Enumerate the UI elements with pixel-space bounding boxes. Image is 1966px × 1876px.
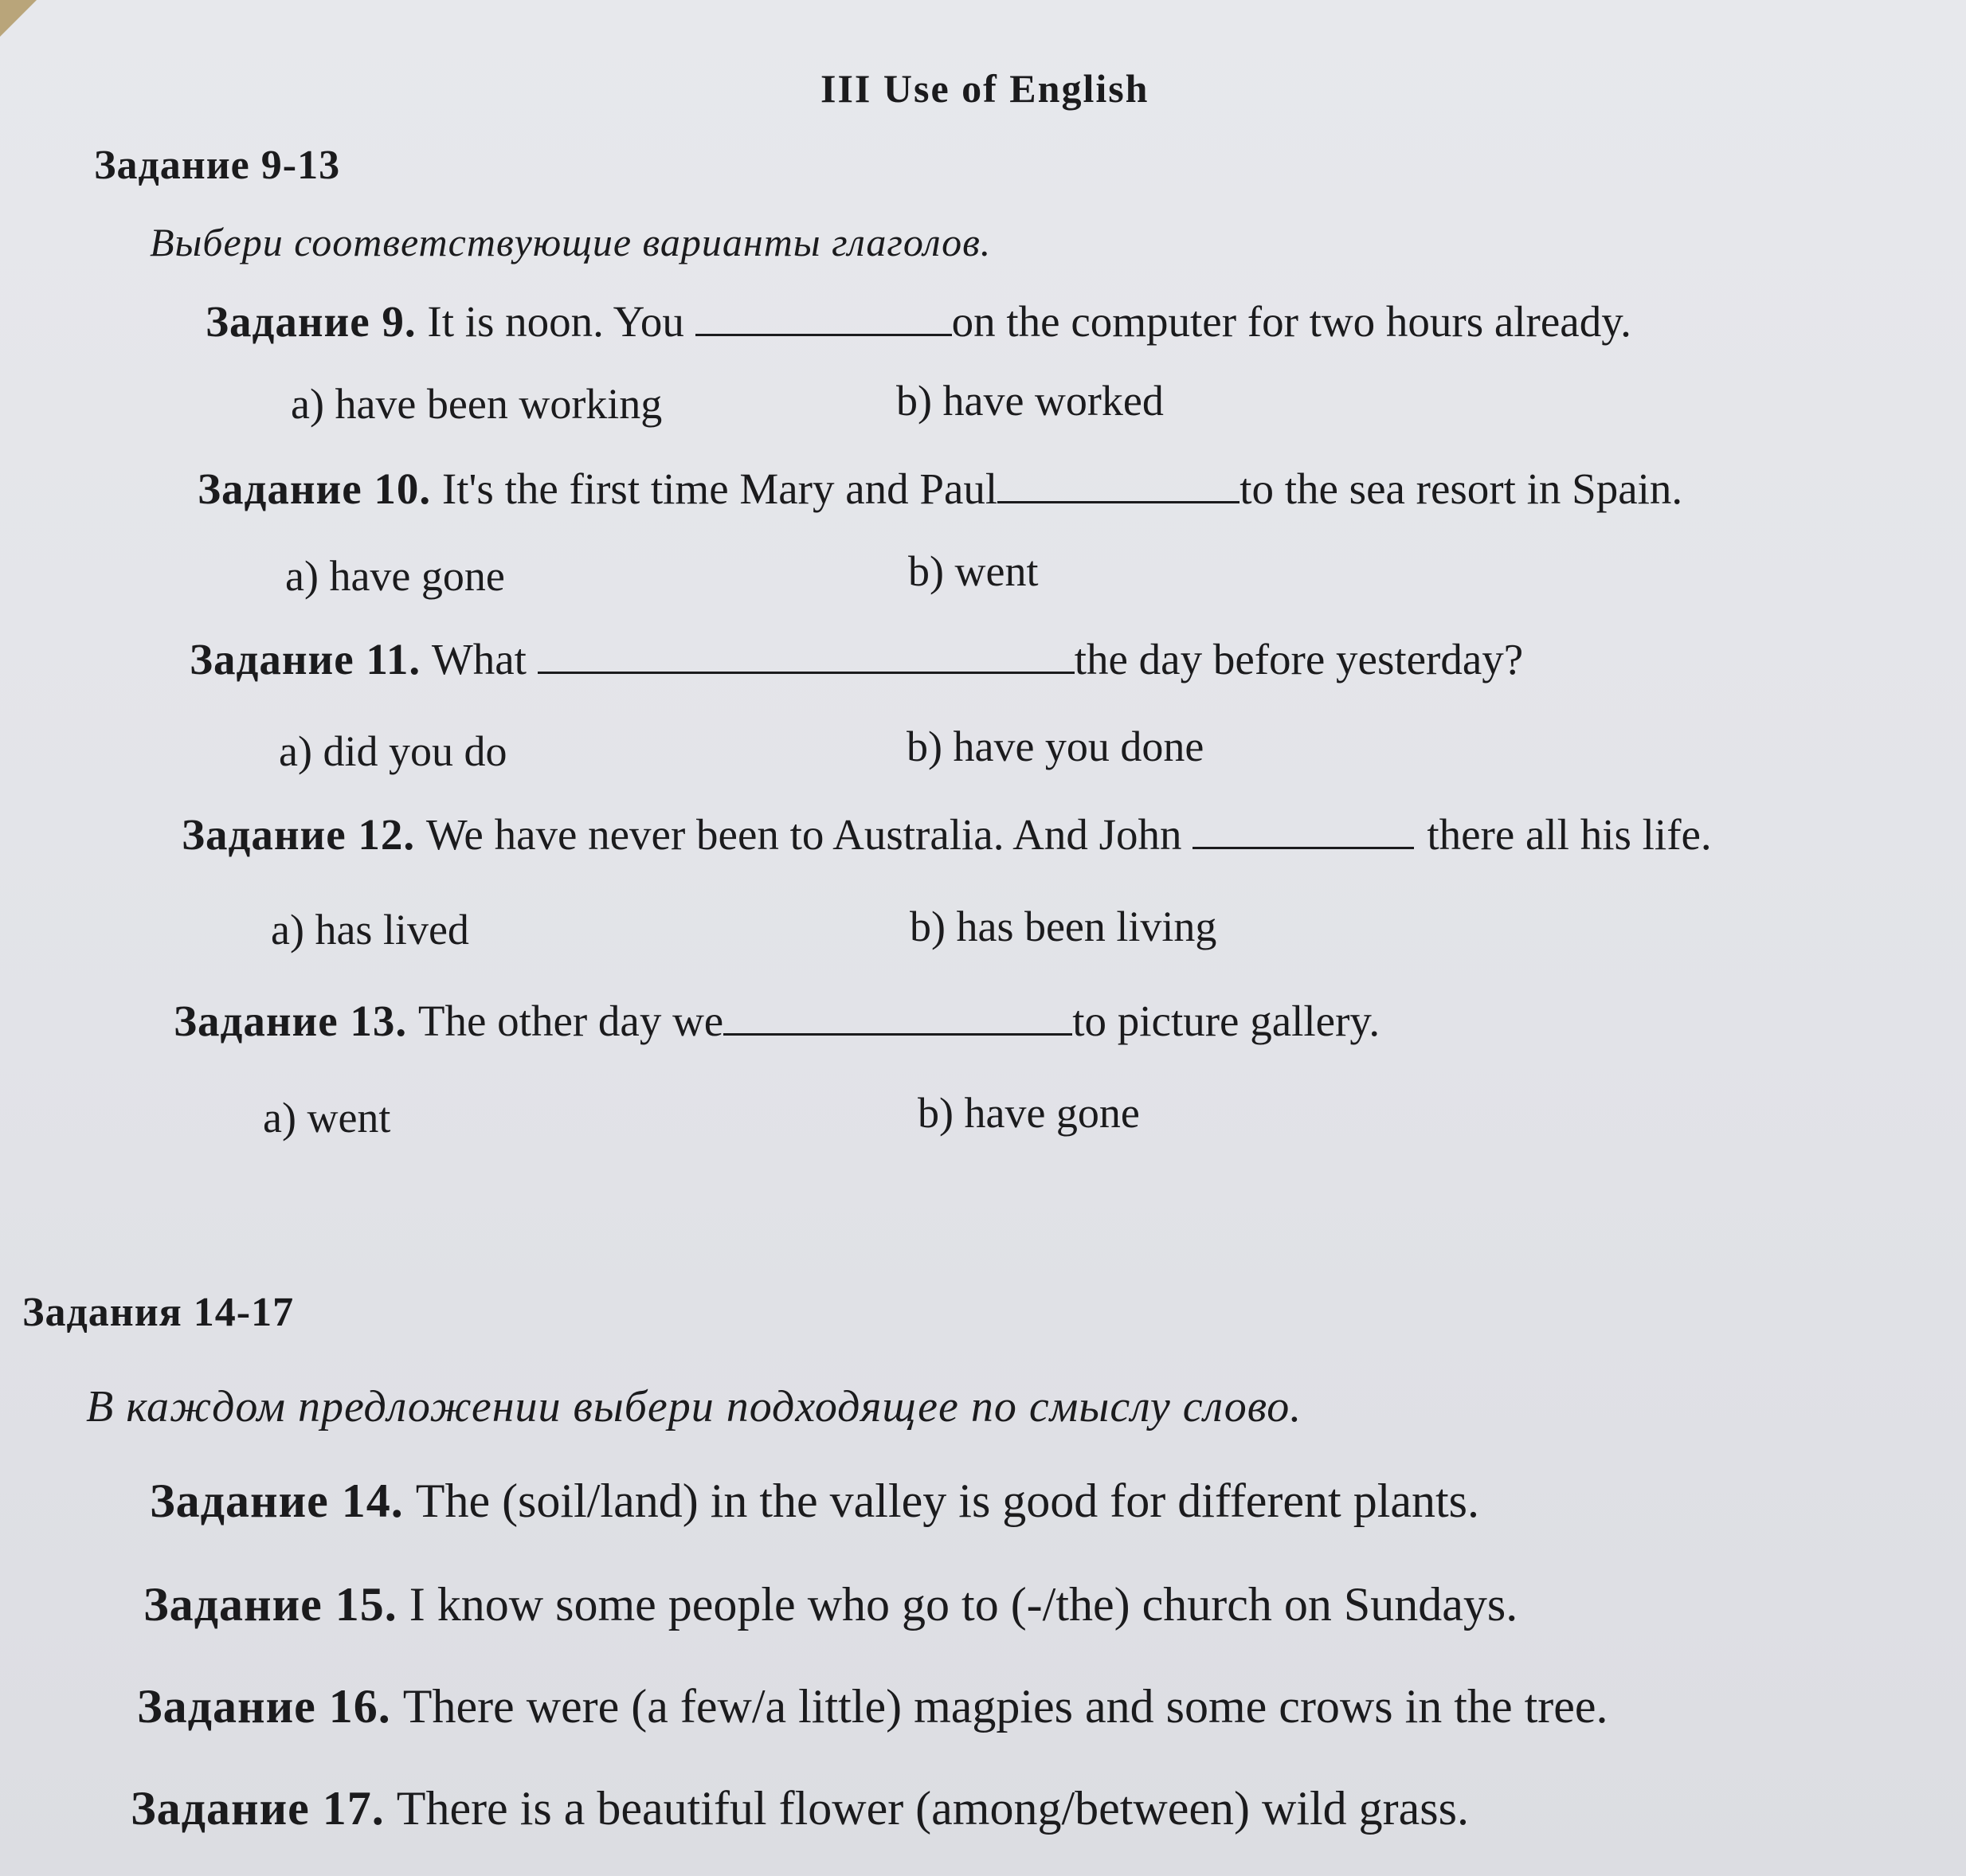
page-title: III Use of English xyxy=(820,66,1149,111)
question-text-after: to the sea resort in Spain. xyxy=(1240,464,1683,513)
question-10 xyxy=(198,464,1682,514)
question-text-after: on the computer for two hours already. xyxy=(951,297,1631,346)
question-text-before: It is noon. You xyxy=(427,297,684,346)
section-heading-14-17: Задания 14-17 xyxy=(22,1290,295,1335)
question-14 xyxy=(150,1474,1479,1529)
answer-blank[interactable] xyxy=(1193,815,1414,849)
answer-blank[interactable] xyxy=(695,302,952,336)
section-instruction-9-13: Выбери соответствующие варианты глаголов. xyxy=(150,220,992,264)
answer-blank[interactable] xyxy=(723,1001,1072,1036)
section-instruction-14-17: В каждом предложении выбери подходящее по смыслу слово. xyxy=(86,1382,1302,1431)
option-b[interactable]: b) went xyxy=(908,547,1039,595)
option-b[interactable]: b) have gone xyxy=(918,1089,1140,1137)
section-heading-9-13: Задание 9-13 xyxy=(94,143,341,188)
question-text: I know some people who go to (-/the) church on Sundays. xyxy=(409,1578,1518,1631)
option-a[interactable]: a) have gone xyxy=(285,552,505,600)
question-9 xyxy=(206,296,1631,347)
page-corner xyxy=(0,0,37,37)
question-text-before: We have never been to Australia. And John xyxy=(425,810,1182,859)
question-label: Задание 14. xyxy=(150,1475,404,1527)
question-label: Задание 9. xyxy=(206,297,417,346)
question-label: Задание 15. xyxy=(143,1578,398,1631)
question-12 xyxy=(182,809,1712,860)
answer-blank[interactable] xyxy=(997,469,1240,503)
question-label: Задание 11. xyxy=(190,635,421,683)
question-11 xyxy=(190,634,1523,684)
question-label: Задание 10. xyxy=(198,464,432,513)
answer-blank[interactable] xyxy=(538,640,1075,674)
question-text: There were (a few/a little) magpies and some crows in the tree. xyxy=(402,1680,1608,1733)
question-17 xyxy=(131,1781,1469,1836)
question-text-before: The other day we xyxy=(417,997,724,1045)
option-a[interactable]: a) went xyxy=(263,1094,391,1142)
question-13 xyxy=(174,996,1380,1046)
question-label: Задание 16. xyxy=(137,1680,391,1733)
question-16 xyxy=(137,1679,1608,1734)
option-a[interactable]: a) has lived xyxy=(271,906,469,954)
question-text: The (soil/land) in the valley is good for different plants. xyxy=(415,1475,1480,1527)
question-text-after: the day before yesterday? xyxy=(1074,635,1524,683)
question-label: Задание 12. xyxy=(182,810,416,859)
option-b[interactable]: b) have worked xyxy=(896,377,1164,425)
question-text: There is a beautiful flower (among/between) wild grass. xyxy=(396,1782,1469,1835)
option-b[interactable]: b) has been living xyxy=(910,903,1217,950)
question-label: Задание 17. xyxy=(131,1782,385,1835)
question-text-after: to picture gallery. xyxy=(1072,997,1381,1045)
option-b[interactable]: b) have you done xyxy=(907,723,1204,770)
question-label: Задание 13. xyxy=(174,997,408,1045)
question-text-before: It's the first time Mary and Paul xyxy=(441,464,998,513)
question-text-before: What xyxy=(431,635,527,683)
option-a[interactable]: a) have been working xyxy=(291,380,663,428)
question-text-after: there all his life. xyxy=(1427,810,1712,859)
option-a[interactable]: a) did you do xyxy=(279,727,507,775)
question-15 xyxy=(143,1577,1518,1632)
